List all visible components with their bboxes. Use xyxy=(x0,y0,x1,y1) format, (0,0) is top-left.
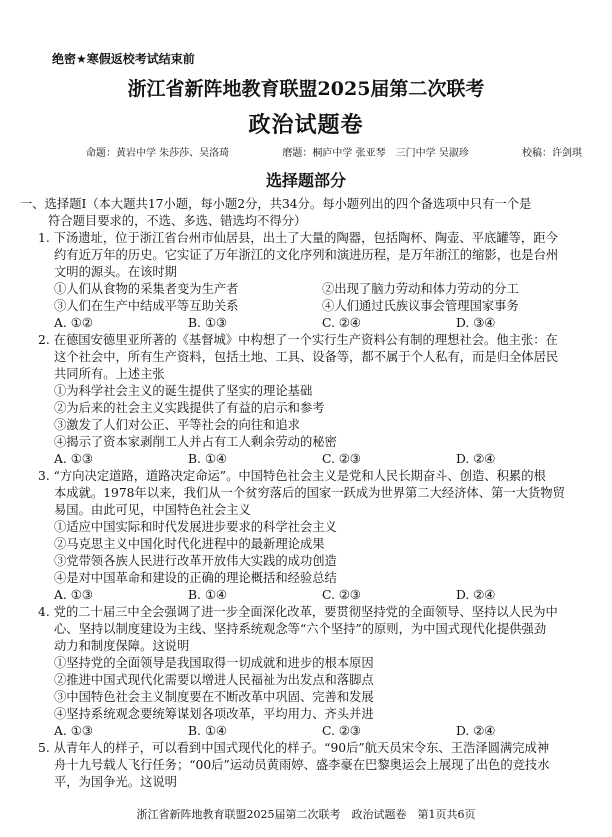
q3-option-d: D. ②④ xyxy=(456,588,496,602)
q1-statement-4: ④人们通过氏族议事会管理国家事务 xyxy=(322,299,519,313)
exam-title: 浙江省新阵地教育联盟2025届第二次联考 xyxy=(127,78,485,100)
q1-stem-3: 文明的源头。在该时期 xyxy=(54,265,177,279)
q3-option-a: A. ①③ xyxy=(54,588,93,602)
q4-option-c: C. ②③ xyxy=(322,724,361,738)
q1-option-a: A. ①② xyxy=(54,316,93,330)
q4-statement-4: ④坚持系统观念要统筹谋划各项改革，平均用力、齐头并进 xyxy=(54,707,374,721)
q3-statement-2: ②马克思主义中国化时代化进程中的最新理论成果 xyxy=(54,537,325,551)
q1-options xyxy=(20,315,594,332)
question-body xyxy=(20,196,594,791)
q4-statement-2: ②推进中国式现代化需要以增进人民福祉为出发点和落脚点 xyxy=(54,673,374,687)
q2-option-a: A. ①③ xyxy=(54,452,93,466)
confidential-notice: 绝密★寒假返校考试结束前 xyxy=(52,52,195,66)
q2-statement-2: ②为后来的社会主义实践提供了有益的启示和参考 xyxy=(54,401,325,415)
q1-statement-1: ①人们从食物的采集者变为生产者 xyxy=(54,282,239,296)
q5-stem-3: 平，为国争光。这说明 xyxy=(54,775,177,789)
q3-statement-4: ④是对中国革命和建设的正确的理论概括和经验总结 xyxy=(54,571,337,585)
q1-statements-1 xyxy=(20,281,594,298)
q4-options xyxy=(20,723,594,740)
proofreader: 校稿：许剑琪 xyxy=(521,148,582,159)
q3-stem-2: 本成就。1978年以来，我们从一个贫穷落后的国家一跃成为世界第二大经济体、第一大货物贸 xyxy=(54,486,565,500)
q5-stem: 5. 从青年人的样子，可以看到中国式现代化的样子。“90后”航天员宋令东、王浩泽圆满完成神 xyxy=(38,741,550,755)
reviewer: 磨题：桐庐中学 张亚琴 三门中学 吴淑珍 xyxy=(282,148,469,159)
q2-stem: 2. 在德国安德里亚所著的《基督城》中构想了一个实行生产资料公有制的理想社会。他主张：在 xyxy=(38,333,558,347)
q2-option-b: B. ①④ xyxy=(188,452,227,466)
q1-statement-2: ②出现了脑力劳动和体力劳动的分工 xyxy=(322,282,519,296)
q3-stem-3: 易国。由此可见，中国特色社会主义 xyxy=(54,503,251,517)
q4-statement-1: ①坚持党的全面领导是我国取得一切成就和进步的根本原因 xyxy=(54,656,374,670)
q2-option-c: C. ②③ xyxy=(322,452,361,466)
exam-subtitle: 政治试题卷 xyxy=(248,112,364,138)
q1-option-d: D. ③④ xyxy=(456,316,496,330)
q1-stem: 1. 下汤遗址，位于浙江省台州市仙居县，出土了大量的陶器，包括陶杯、陶壶、平底罐等，距今 xyxy=(38,231,558,245)
q1-statements-2 xyxy=(20,298,594,315)
q2-statement-4: ④揭示了资本家剥削工人并占有工人剩余劳动的秘密 xyxy=(54,435,337,449)
section-title: 选择题部分 xyxy=(265,171,346,190)
q4-option-b: B. ①④ xyxy=(188,724,227,738)
q2-stem-3: 共同所有。上述主张 xyxy=(54,367,165,381)
q4-statement-3: ③中国特色社会主义制度要在不断改革中巩固、完善和发展 xyxy=(54,690,374,704)
q2-statement-3: ③激发了人们对公正、平等社会的向往和追求 xyxy=(54,418,300,432)
q2-option-d: D. ②④ xyxy=(456,452,496,466)
q4-stem-2: 心、坚持以制度建设为主线、坚持系统观念等“六个坚持”的原则，为中国式现代化提供强劲 xyxy=(54,622,547,636)
page-footer: 浙江省新阵地教育联盟2025届第二次联考 政治试题卷 第1页共6页 xyxy=(136,808,476,821)
q2-statement-1: ①为科学社会主义的诞生提供了坚实的理论基础 xyxy=(54,384,313,398)
q5-stem-2: 舟十九号载人飞行任务；“00后”运动员黄雨婷、盛李豪在巴黎奥运会上展现了出色的竞技水 xyxy=(54,758,550,772)
q3-statement-3: ③党带领各族人民进行改革开放伟大实践的成功创造 xyxy=(54,554,337,568)
q1-option-c: C. ②④ xyxy=(322,316,361,330)
q1-stem-2: 约有近万年的历史。它实证了万年浙江的文化序列和演进历程，是万年浙江的缩影，也是台州 xyxy=(54,248,559,262)
q3-option-c: C. ②③ xyxy=(322,588,361,602)
part-instruction: 一、选择题Ⅰ（本大题共17小题，每小题2分，共34分。每小题列出的四个备选项中只有一个是 xyxy=(20,197,532,211)
q4-stem-3: 动力和制度保障。这说明 xyxy=(54,639,190,653)
q3-stem: 3. “方向决定道路，道路决定命运”。中国特色社会主义是党和人民长期奋斗、创造、积累的根 xyxy=(38,469,546,483)
q3-option-b: B. ①④ xyxy=(188,588,227,602)
authors-line xyxy=(86,144,582,159)
q3-statement-1: ①适应中国实际和时代发展进步要求的科学社会主义 xyxy=(54,520,337,534)
part-instruction-cont: 符合题目要求的，不选、多选、错选均不得分） xyxy=(48,214,307,228)
q4-option-d: D. ②④ xyxy=(456,724,496,738)
q3-options xyxy=(20,587,594,604)
setter: 命题：黄岩中学 朱莎莎、吴洛琦 xyxy=(86,148,230,159)
q1-option-b: B. ①③ xyxy=(188,316,227,330)
q2-options xyxy=(20,451,594,468)
q4-stem: 4. 党的二十届三中全会强调了进一步全面深化改革，要贯彻坚持党的全面领导、坚持以人民为中 xyxy=(38,605,558,619)
q1-statement-3: ③人们在生产中结成平等互助关系 xyxy=(54,299,239,313)
q2-stem-2: 这个社会中，所有生产资料，包括土地、工具、设备等，都不属于个人私有，而是归全体居民 xyxy=(54,350,559,364)
q4-option-a: A. ①③ xyxy=(54,724,93,738)
